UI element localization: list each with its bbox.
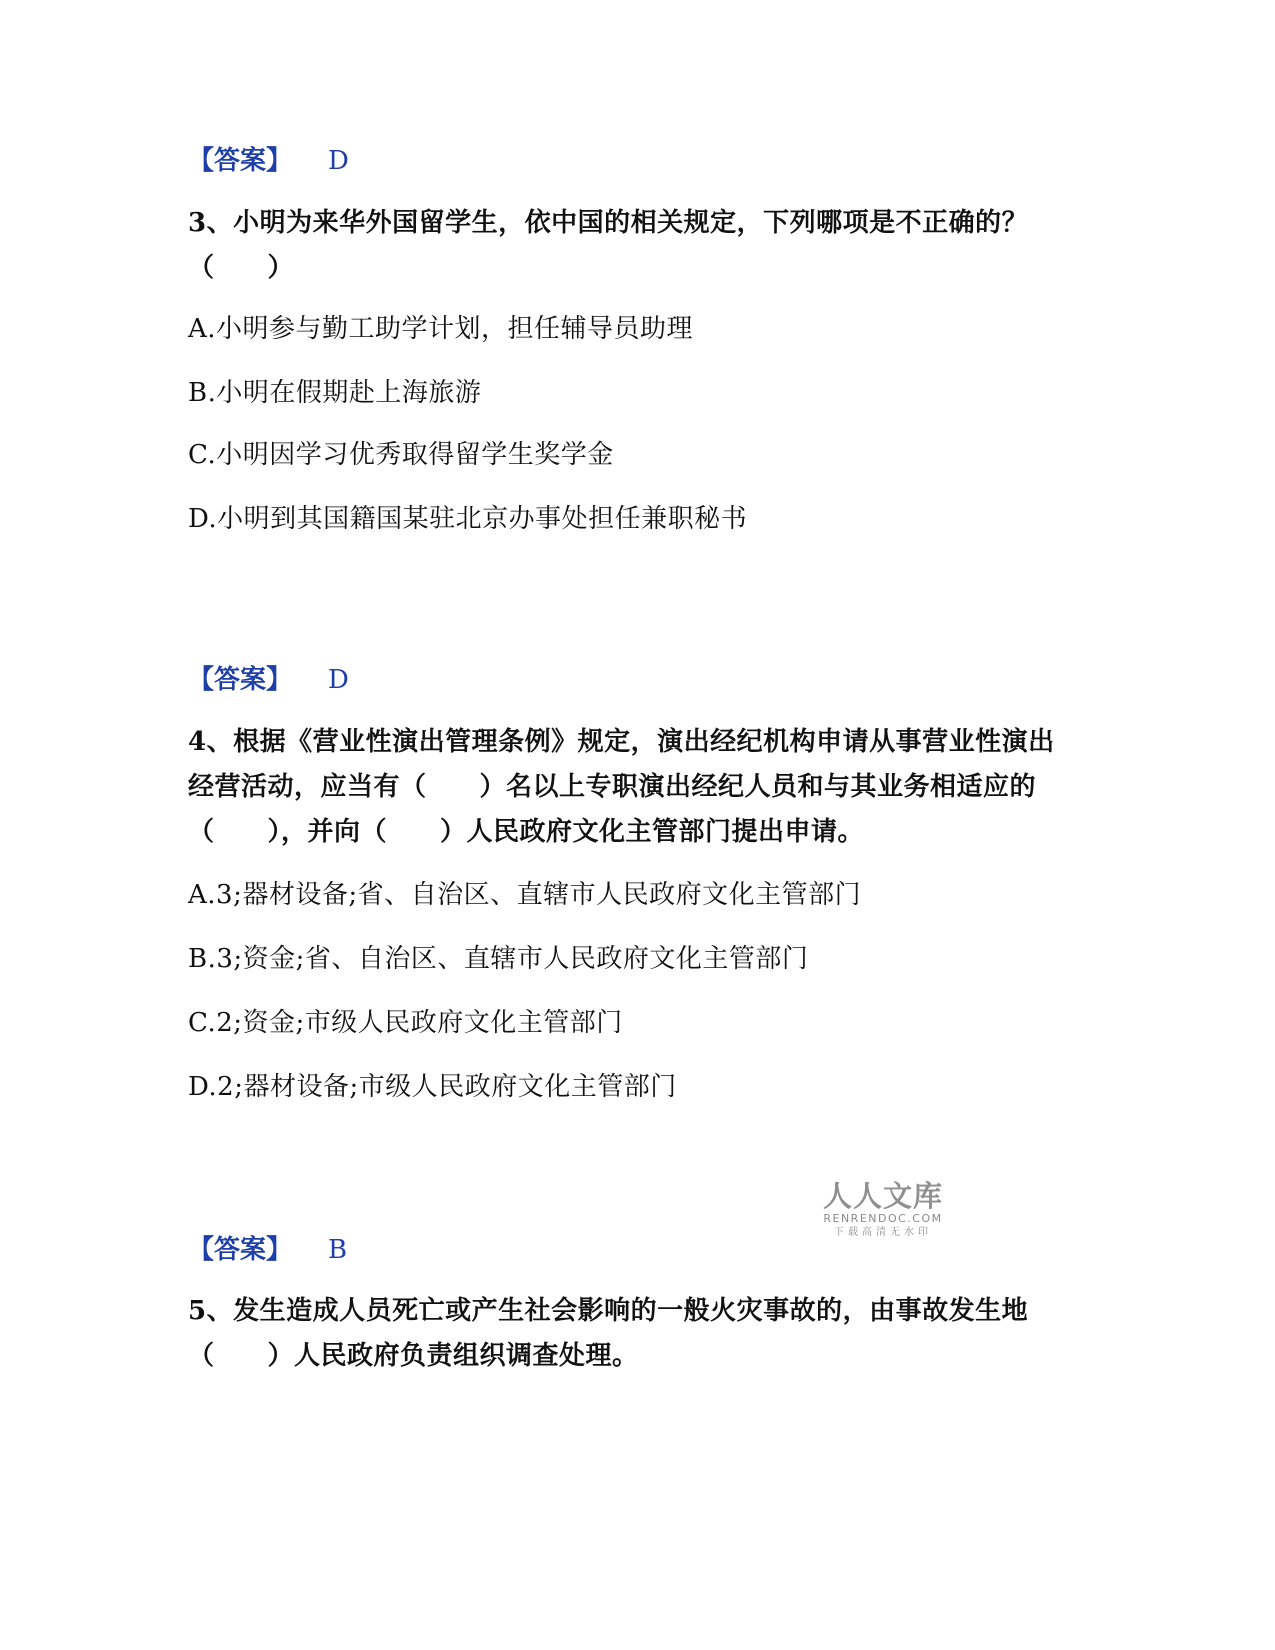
answer-line [188,1235,347,1265]
question-3-option-b: B.小明在假期赴上海旅游 [188,378,482,408]
answer-line [188,665,349,695]
answer-value: D [328,146,349,176]
question-3-option-d: D.小明到其国籍国某驻北京办事处担任兼职秘书 [188,504,748,534]
question-5-line-2: （ ）人民政府负责组织调查处理。 [188,1341,639,1371]
question-4-line-2: 经营活动，应当有（ ）名以上专职演出经纪人员和与其业务相适应的 [188,772,1037,802]
question-3-line-1: 3、小明为来华外国留学生，依中国的相关规定，下列哪项是不正确的？ [188,208,1029,238]
question-4-line-1: 4、根据《营业性演出管理条例》规定，演出经纪机构申请从事营业性演出 [188,727,1055,757]
question-3-option-a: A.小明参与勤工助学计划，担任辅导员助理 [188,314,694,344]
question-4-option-a: A.3;器材设备;省、自治区、直辖市人民政府文化主管部门 [188,880,862,910]
question-4-option-b: B.3;资金;省、自治区、直辖市人民政府文化主管部门 [188,944,809,974]
question-4-option-d: D.2;器材设备;市级人民政府文化主管部门 [188,1072,677,1102]
question-4-line-3: （ ），并向（ ）人民政府文化主管部门提出申请。 [188,817,865,847]
watermark-logo [818,1180,948,1240]
question-5-line-1: 5、发生造成人员死亡或产生社会影响的一般火灾事故的，由事故发生地 [188,1296,1029,1326]
watermark-domain: RENRENDOC.COM [823,1212,943,1225]
question-3-option-c: C.小明因学习优秀取得留学生奖学金 [188,440,614,470]
question-3-line-2: （ ） [188,253,295,283]
answer-label: 【答案】 [188,665,293,695]
watermark-title: 人人文库 [822,1179,943,1213]
watermark-tagline: 下载高清无水印 [834,1227,932,1238]
answer-label: 【答案】 [188,1235,293,1265]
answer-line [188,146,349,176]
answer-value: D [328,665,349,695]
answer-label: 【答案】 [188,146,293,176]
question-4-option-c: C.2;资金;市级人民政府文化主管部门 [188,1008,623,1038]
answer-value: B [328,1235,348,1265]
